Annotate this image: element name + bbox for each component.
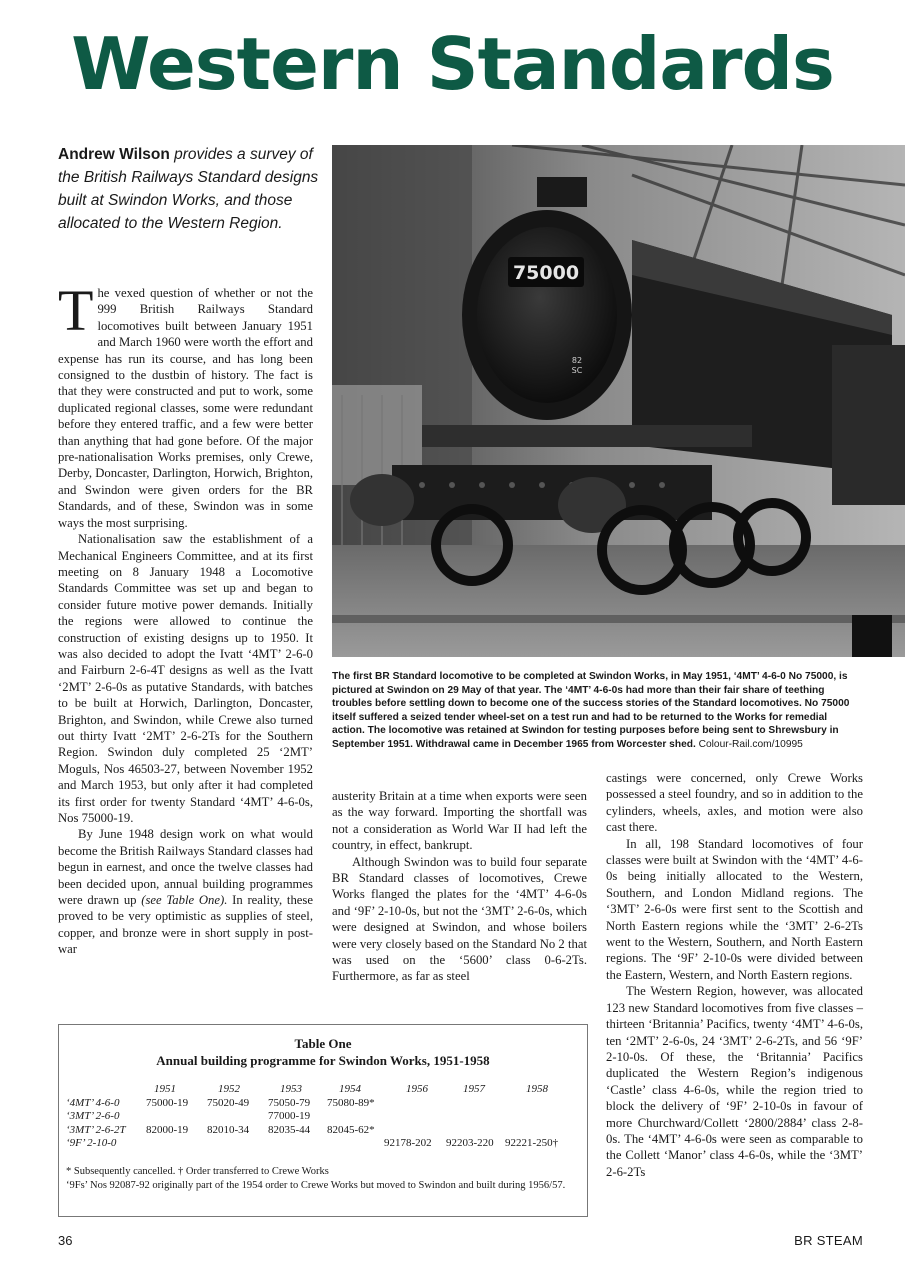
table-cell: 92221-250† xyxy=(505,1137,559,1150)
class-label: ‘9F’ 2-10-0 xyxy=(66,1137,117,1150)
photo-credit: Colour-Rail.com/10995 xyxy=(698,738,803,750)
table-notes xyxy=(66,1165,581,1192)
year-header: 1956 xyxy=(406,1083,428,1095)
paragraph: castings were concerned, only Crewe Works possessed a steel foundry, and so in addition to the cylinders, wheels, axles, and motion were also cast there. xyxy=(606,771,863,835)
year-header: 1951 xyxy=(154,1083,176,1095)
table-header-row xyxy=(66,1083,586,1097)
table-one xyxy=(58,1024,588,1217)
photo-caption xyxy=(332,670,859,752)
body-column-2 xyxy=(332,788,587,985)
year-header: 1953 xyxy=(280,1083,302,1095)
table-subtitle: Annual building programme for Swindon Works, 1951-1958 xyxy=(156,1053,490,1068)
table-cell: 92178-202 xyxy=(384,1137,432,1150)
table-row xyxy=(66,1097,586,1111)
table-cell: 77000-19 xyxy=(268,1110,311,1123)
year-header: 1954 xyxy=(339,1083,361,1095)
table-heading xyxy=(59,1035,587,1069)
year-header: 1957 xyxy=(463,1083,485,1095)
table-cell: 75080-89* xyxy=(327,1096,375,1109)
class-label: ‘3MT’ 2-6-0 xyxy=(66,1110,120,1123)
table-footnote: * Subsequently cancelled. † Order transferred to Crewe Works xyxy=(66,1166,329,1177)
standfirst-text: provides a survey of the British Railways Standard designs built at Swindon Works, and those allocated to the Western Region. xyxy=(58,146,319,232)
class-label: ‘4MT’ 4-6-0 xyxy=(66,1096,120,1109)
table-title: Table One xyxy=(294,1036,352,1051)
standfirst xyxy=(58,143,320,235)
year-header: 1958 xyxy=(526,1083,548,1095)
table-reference: (see Table One). xyxy=(141,893,228,908)
shed-plate-bottom: SC xyxy=(571,366,583,375)
paragraph: By June 1948 design work on what would become the British Railways Standard classes had begun in earnest, and once the twelve classes had been decided upon, annual building programmes were drawn up (see Table One). In reality, these proved to be very optimistic as supplies of steel, copper, and bronze were in short supply in post-war xyxy=(58,827,313,957)
number-plate: 75000 xyxy=(512,262,580,284)
locomotive-photo xyxy=(332,145,905,657)
table-row xyxy=(66,1124,586,1138)
table-footnote: ‘9Fs’ Nos 92087-92 originally part of the 1954 order to Crewe Works but moved to Swindon and built during 1956/57. xyxy=(66,1179,566,1191)
table-cell: 82000-19 xyxy=(146,1123,189,1136)
author-name: Andrew Wilson xyxy=(58,146,170,163)
drop-cap: T xyxy=(58,278,94,343)
page-number: 36 xyxy=(58,1233,73,1248)
table-cell: 82045-62* xyxy=(327,1123,375,1136)
table-row xyxy=(66,1110,586,1124)
paragraph: Nationalisation saw the establishment of a Mechanical Engineers Committee, and at its first meeting on 8 January 1948 a Locomotive Standards Committee was set up and began to consider future motive power demands. Initially the regions were allowed to continue the construction of existing designs up to 1950. It was also decided to adopt the Ivatt ‘4MT’ 2-6-0 and Fairburn 2-6-4T designs as well as the Ivatt ‘2MT’ 2-6-0s as putative Standards, with batches to be built at Horwich, Darlington, Doncaster, Brighton, and Swindon, while Crewe also turned out thirty Ivatt ‘2MT’ 2-6-2Ts for the Southern Region. Swindon duly completed 25 ‘2MT’ Moguls, Nos 46503-27, between November 1952 and March 1953, but only after it had completed its first order for twenty Standard ‘4MT’ 4-6-0s, Nos 75000-19. xyxy=(58,532,313,825)
caption-text: The first BR Standard locomotive to be completed at Swindon Works, in May 1951, ‘4MT’ 4-6-0 No 75000, is pictured at Swindon on 29 May of that year. The ‘4MT’ 4-6-0s had more than their fair share of teething troubles before settling down to become one of the success stories of the Standard locomotives. No 75000 itself suffered a seized tender wheel-set on a test run and had to be returned to the Works for remedial action. The locomotive was retained at Swindon for testing purposes before being sent to Shrewsbury in September 1951. Withdrawal came in December 1965 from Worcester shed. xyxy=(332,671,850,750)
year-header: 1952 xyxy=(218,1083,240,1095)
table-cell: 75020-49 xyxy=(207,1096,250,1109)
table-cell: 82010-34 xyxy=(207,1123,250,1136)
table-cell: 75000-19 xyxy=(146,1096,189,1109)
paragraph: The vexed question of whether or not the 999 British Railways Standard locomotives built between January 1951 and March 1960 were worth the effort and expense has run its course, and has long been consigned to the dustbin of history. The fact is that they were constructed and put to work, some duplicated regional classes, some were redundant before they entered traffic, and a few were better than anything that had gone before. Of the major pre-nationalisation Works premises, only Crewe, Derby, Doncaster, Darlington, Horwich, Brighton, and Swindon were given orders for the BR Standards, and of these, Swindon was in some ways the most surprising. xyxy=(58,278,313,530)
magazine-name: BR STEAM xyxy=(794,1233,863,1248)
paragraph: Although Swindon was to build four separate BR Standard classes of locomotives, Crewe Works flanged the plates for the ‘4MT’ 4-6-0s and ‘9F’ 2-10-0s, but not the ‘3MT’ 2-6-0s, which were designed at Swindon, and whose boilers were very closely based on the Standard No 2 that was used on the ‘5600’ class 0-6-2Ts. Furthermore, as far as steel xyxy=(332,854,587,984)
shed-plate-top: 82 xyxy=(571,356,583,365)
table-grid xyxy=(66,1083,586,1151)
paragraph: In all, 198 Standard locomotives of four classes were built at Swindon with the ‘4MT’ 4-6-0s being initially allocated to the Western, Southern, and London Midland regions. The ‘3MT’ 2-6-0s were first sent to the Scottish and North Eastern regions while the ‘3MT’ 2-6-2Ts went to the Western, Southern, and North Eastern regions. The ‘9F’ 2-10-0s were divided between the Eastern, Western, and North Eastern regions. xyxy=(606,836,863,982)
table-cell: 92203-220 xyxy=(446,1137,494,1150)
class-label: ‘3MT’ 2-6-2T xyxy=(66,1123,126,1136)
page-title: Western Standards xyxy=(71,22,834,106)
body-column-3 xyxy=(606,770,863,1180)
table-cell: 75050-79 xyxy=(268,1096,311,1109)
paragraph: austerity Britain at a time when exports were seen as the way forward. Importing the shortfall was not a consideration as World War II had left the country, in effect, bankrupt. xyxy=(332,789,587,853)
paragraph: The Western Region, however, was allocated 123 new Standard locomotives from five classes – thirteen ‘Britannia’ Pacifics, twenty ‘4MT’ 4-6-0s, ten ‘2MT’ 2-6-0s, 24 ‘3MT’ 2-6-2Ts, and 56 ‘9F’ 2-10-0s. Of these, the ‘Britannia’ Pacifics duplicated the Western Region’s indigenous ‘Castle’ class 4-6-0s, while the region tried to block the delivery of ‘9F’ 2-10-0s in favour of more Churchward/Collett ‘2800/2884’ class 2-8-0s. The ‘4MT’ 4-6-0s were seen as comparable to the Collett ‘Manor’ class 4-6-0s, while the ‘3MT’ 2-6-2Ts xyxy=(606,984,863,1179)
table-cell: 82035-44 xyxy=(268,1123,311,1136)
body-column-1 xyxy=(58,278,313,958)
table-row xyxy=(66,1137,586,1151)
